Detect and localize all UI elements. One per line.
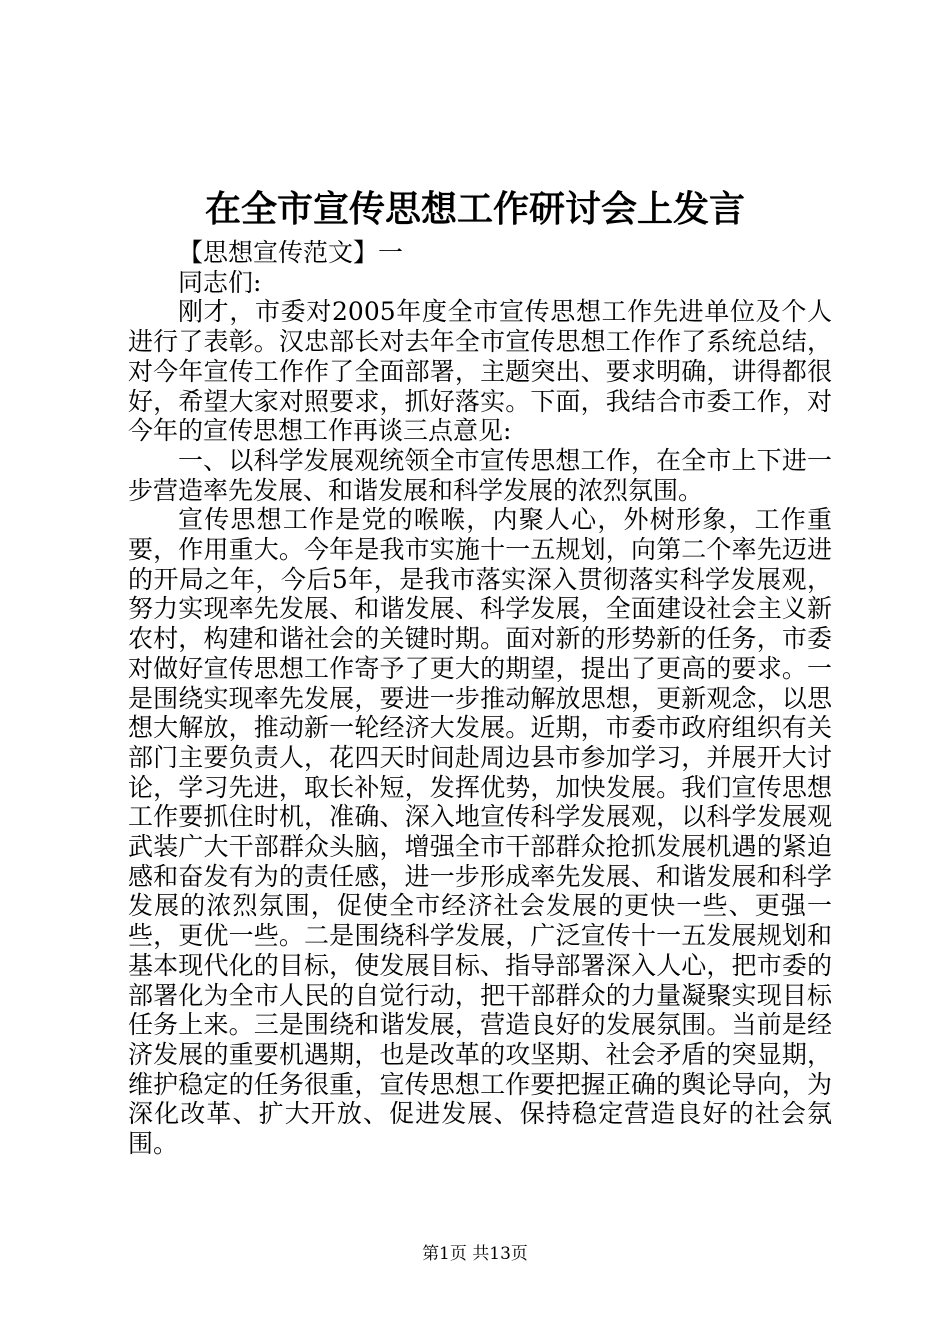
category-label: 【思想宣传范文】一 [178, 238, 404, 267]
page-number-footer: 第1页 共13页 [422, 1244, 528, 1264]
paragraph-body: 宣传思想工作是党的喉喉，内聚人心，外树形象，工作重要，作用重大。今年是我市实施十一五规划，向第二个率先迈进的开局之年，今后5年，是我市落实深入贯彻落实科学发展观，努力实现率先发展、和谐发展、科学发展，全面建设社会主义新农村，构建和谐社会的关键时期。面对新的形势新的任务，市委对做好宣传思想工作寄予了更大的期望，提出了更高的要求。一是围绕实现率先发展，要进一步推动解放思想，更新观念，以思想大解放，推动新一轮经济大发展。近期，市委市政府组织有关部门主要负责人，花四天时间赴周边县市参加学习，并展开大讨论，学习先进，取长补短，发挥优势，加快发展。我们宣传思想工作要抓住时机，准确、深入地宣传科学发展观，以科学发展观武装广大干部群众头脑，增强全市干部群众抢抓发展机遇的紧迫感和奋发有为的责任感，进一步形成率先发展、和谐发展和科学发展的浓烈氛围，促使全市经济社会发展的更快一些、更强一些，更优一些。二是围绕科学发展，广泛宣传十一五发展规划和基本现代化的目标，使发展目标、指导部署深入人心，把市委的部署化为全市人民的自觉行动，把干部群众的力量凝聚实现目标任务上来。三是围绕和谐发展，营造良好的发展氛围。当前是经济发展的重要机遇期，也是改革的攻坚期、社会矛盾的突显期，维护稳定的任务很重，宣传思想工作要把握正确的舆论导向，为深化改革、扩大开放、促进发展、保持稳定营造良好的社会氛围。 [128, 505, 832, 1159]
document-body [128, 238, 832, 1159]
salutation: 同志们: [178, 267, 262, 297]
paragraph-intro: 刚才，市委对2005年度全市宣传思想工作先进单位及个人进行了表彰。汉忠部长对去年全市宣传思想工作作了系统总结，对今年宣传工作作了全面部署，主题突出、要求明确，讲得都很好，希望大家对照要求，抓好落实。下面，我结合市委工作，对今年的宣传思想工作再谈三点意见: [128, 297, 832, 446]
section-heading-1: 一、以科学发展观统领全市宣传思想工作，在全市上下进一步营造率先发展、和谐发展和科学发展的浓烈氛围。 [128, 445, 832, 505]
document-title: 在全市宣传思想工作研讨会上发言 [204, 188, 745, 230]
